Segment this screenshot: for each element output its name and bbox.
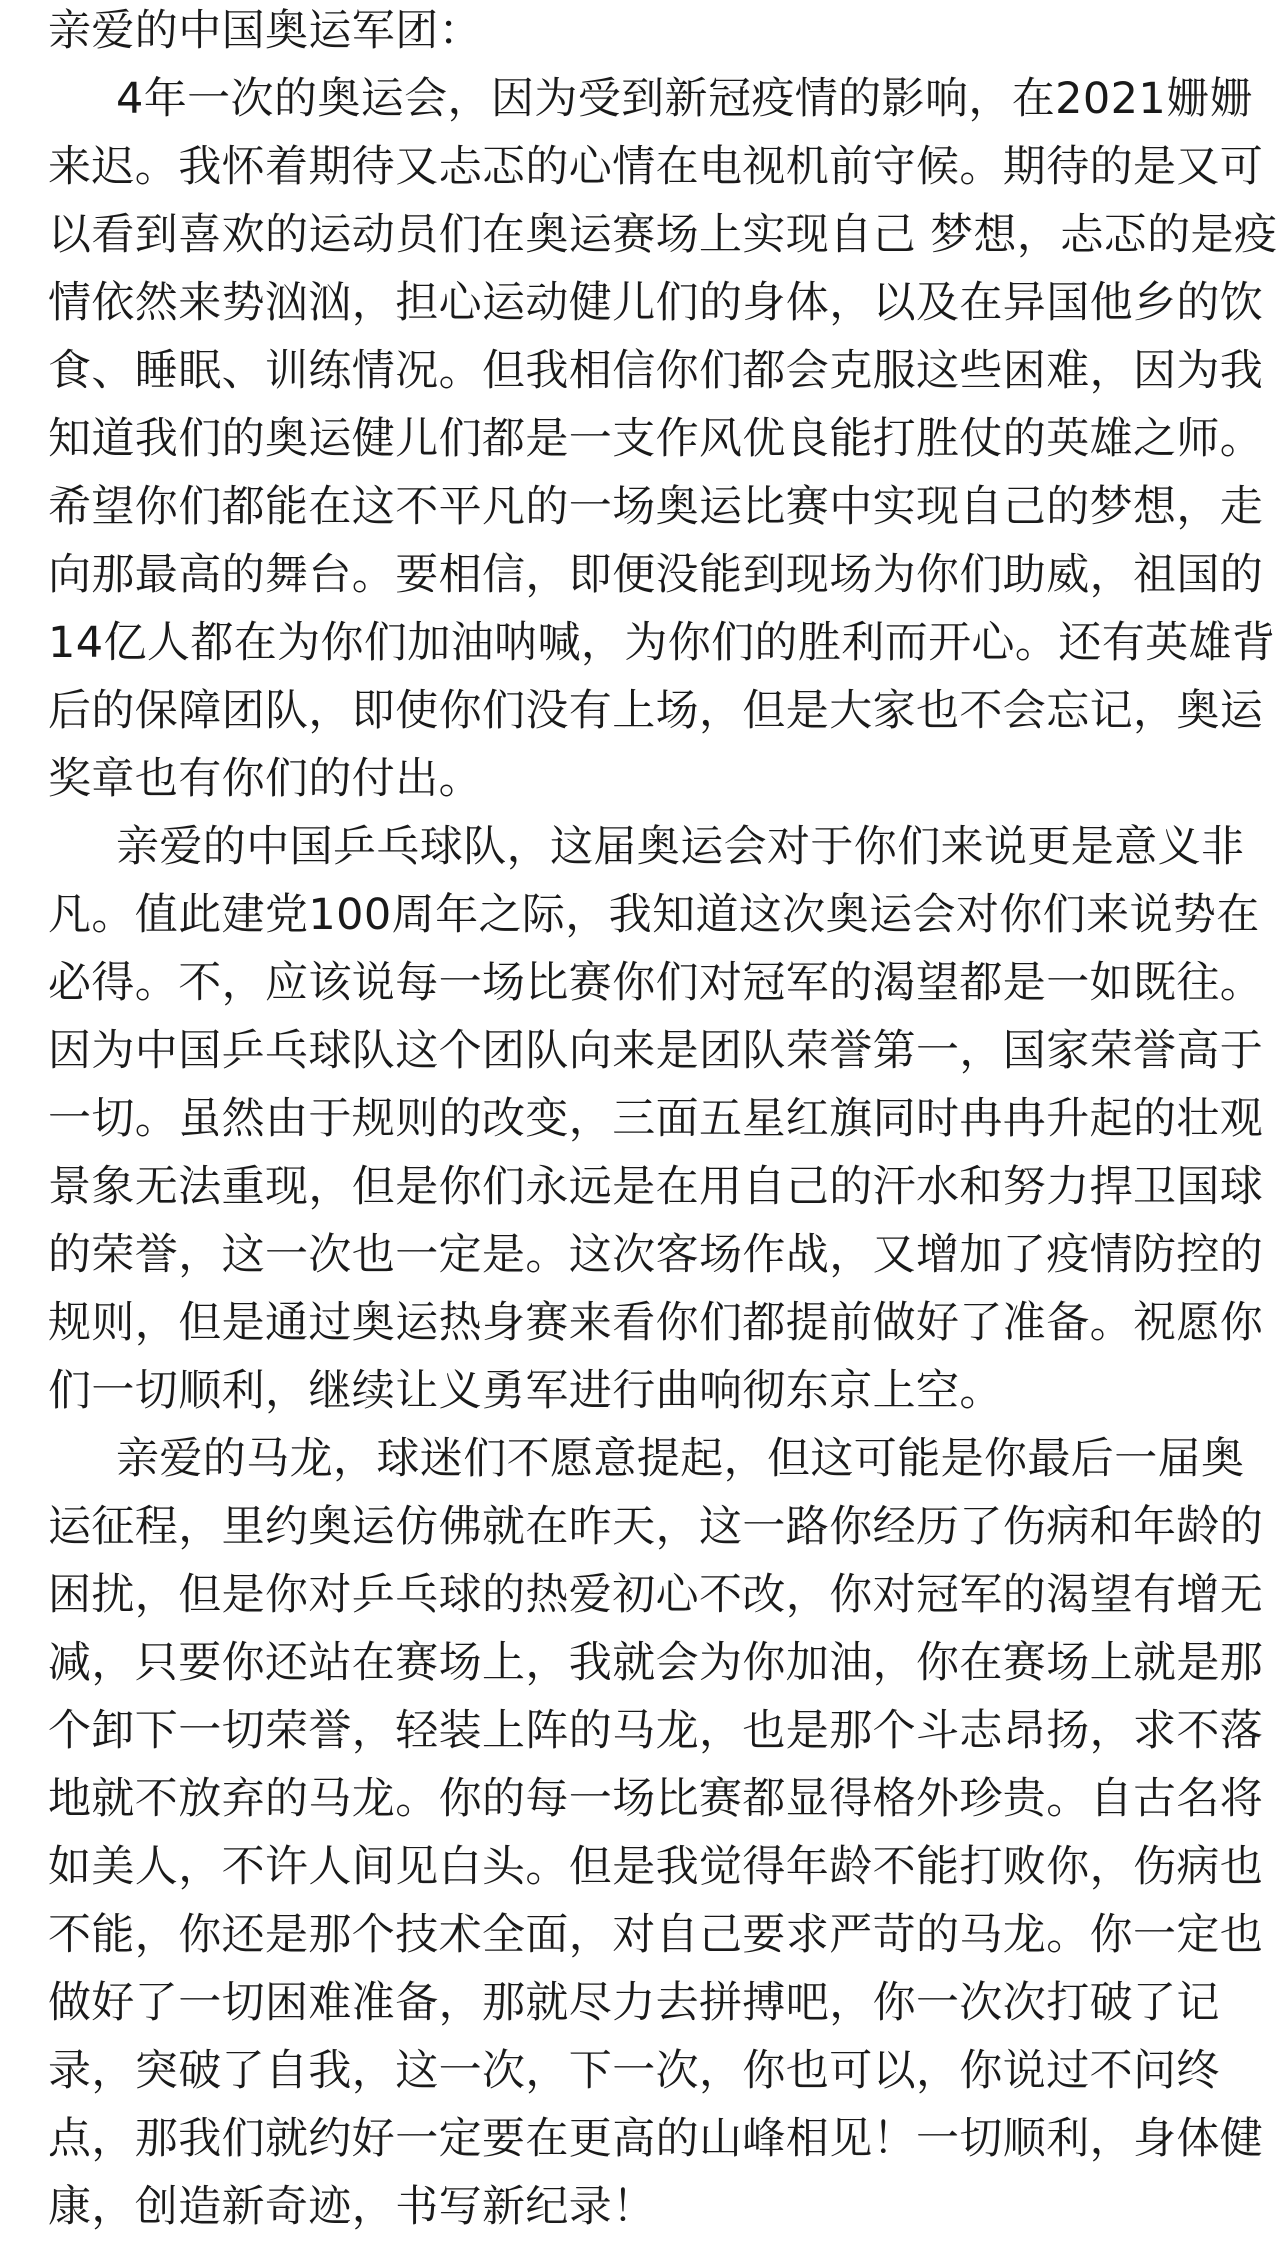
letter-line: 点，那我们就约好一定要在更高的山峰相见！一切顺利，身体健	[48, 2114, 1264, 2164]
letter-line: 14亿人都在为你们加油呐喊，为你们的胜利而开心。还有英雄背	[48, 618, 1276, 668]
letter-line: 食、睡眠、训练情况。但我相信你们都会克服这些困难，因为我	[48, 346, 1264, 396]
letter-line: 亲爱的马龙，球迷们不愿意提起，但这可能是你最后一届奥	[116, 1434, 1245, 1484]
letter-line: 个卸下一切荣誉，轻装上阵的马龙，也是那个斗志昂扬，求不落	[48, 1706, 1264, 1756]
letter-line: 一切。虽然由于规则的改变，三面五星红旗同时冉冉升起的壮观	[48, 1094, 1264, 1144]
letter-line: 录，突破了自我，这一次，下一次，你也可以，你说过不问终	[48, 2046, 1220, 2096]
letter-line: 4年一次的奥运会，因为受到新冠疫情的影响，在2021姗姗	[116, 74, 1253, 124]
letter-line: 不能，你还是那个技术全面，对自己要求严苛的马龙。你一定也	[48, 1910, 1264, 1960]
letter-line: 们一切顺利，继续让义勇军进行曲响彻东京上空。	[48, 1366, 1003, 1416]
letter-line: 运征程，里约奥运仿佛就在昨天，这一路你经历了伤病和年龄的	[48, 1502, 1264, 1552]
letter-line: 困扰，但是你对乒乓球的热爱初心不改，你对冠军的渴望有增无	[48, 1570, 1264, 1620]
letter-line: 亲爱的中国乒乓球队，这届奥运会对于你们来说更是意义非	[116, 822, 1245, 872]
letter-line: 情依然来势汹汹，担心运动健儿们的身体，以及在异国他乡的饮	[48, 278, 1264, 328]
letter-line: 知道我们的奥运健儿们都是一支作风优良能打胜仗的英雄之师。	[48, 414, 1264, 464]
letter-line: 希望你们都能在这不平凡的一场奥运比赛中实现自己的梦想，走	[48, 482, 1264, 532]
letter-line: 景象无法重现，但是你们永远是在用自己的汗水和努力捍卫国球	[48, 1162, 1264, 1212]
letter-line: 地就不放弃的马龙。你的每一场比赛都显得格外珍贵。自古名将	[48, 1774, 1264, 1824]
letter-line: 向那最高的舞台。要相信，即便没能到现场为你们助威，祖国的	[48, 550, 1264, 600]
letter-line: 如美人，不许人间见白头。但是我觉得年龄不能打败你，伤病也	[48, 1842, 1264, 1892]
letter-line: 的荣誉，这一次也一定是。这次客场作战，又增加了疫情防控的	[48, 1230, 1264, 1280]
letter-greeting: 亲爱的中国奥运军团：	[48, 6, 482, 56]
letter-line: 后的保障团队，即使你们没有上场，但是大家也不会忘记，奥运	[48, 686, 1264, 736]
letter-line: 来迟。我怀着期待又忐忑的心情在电视机前守候。期待的是又可	[48, 142, 1264, 192]
letter-line: 奖章也有你们的付出。	[48, 754, 482, 804]
letter-line: 因为中国乒乓球队这个团队向来是团队荣誉第一，国家荣誉高于	[48, 1026, 1264, 1076]
letter-line: 规则，但是通过奥运热身赛来看你们都提前做好了准备。祝愿你	[48, 1298, 1264, 1348]
letter-line: 做好了一切困难准备，那就尽力去拼搏吧，你一次次打破了记	[48, 1978, 1220, 2028]
letter-line: 减，只要你还站在赛场上，我就会为你加油，你在赛场上就是那	[48, 1638, 1264, 1688]
letter-line: 凡。值此建党100周年之际，我知道这次奥运会对你们来说势在	[48, 890, 1260, 940]
letter-line: 康，创造新奇迹，书写新纪录！	[48, 2182, 656, 2232]
letter-line: 必得。不，应该说每一场比赛你们对冠军的渴望都是一如既往。	[48, 958, 1264, 1008]
letter-line: 以看到喜欢的运动员们在奥运赛场上实现自己 梦想，忐忑的是疫	[48, 210, 1278, 260]
